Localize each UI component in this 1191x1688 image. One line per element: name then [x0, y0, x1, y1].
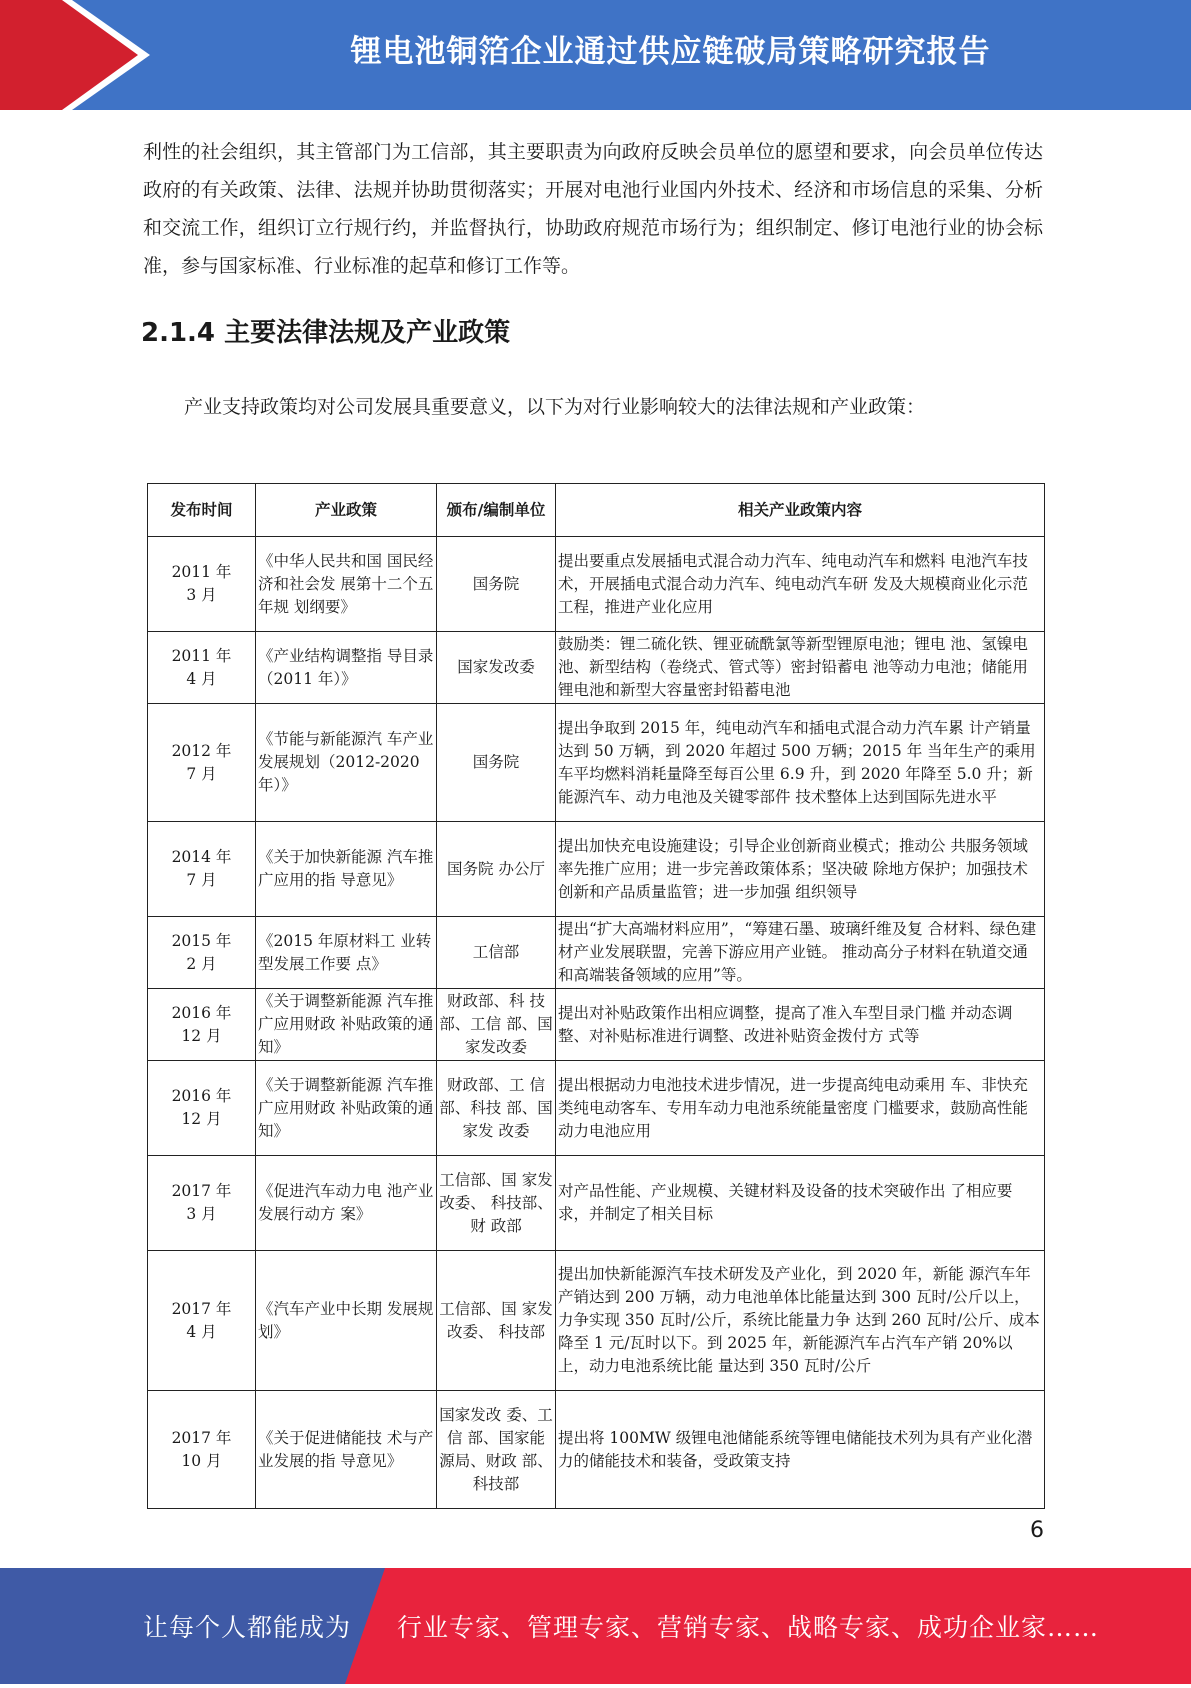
- time-year: 2012 年: [171, 741, 232, 760]
- time-year: 2017 年: [171, 1428, 232, 1447]
- time-year: 2017 年: [171, 1299, 232, 1318]
- time-cell: [148, 632, 256, 704]
- body-paragraph: 利性的社会组织，其主管部门为工信部，其主要职责为向政府反映会员单位的愿望和要求，向会员单位传达政府的有关政策、法律、法规并协助贯彻落实；开展对电池行业国内外技术、经济和市场信息的采集、分析和交流工作，组织订立行规行约，并监督执行，协助政府规范市场行为；组织制定、修订电池行业的协会标准，参与国家标准、行业标准的起草和修订工作等。: [143, 141, 1043, 277]
- column-header-content: 相关产业政策内容: [556, 484, 1045, 537]
- policy-name-cell: 《产业结构调整指 导目录（2011 年）》: [256, 632, 437, 704]
- issuer-cell: 财政部、工 信部、科技 部、国家发 改委: [437, 1061, 556, 1156]
- issuer-cell: 工信部: [437, 917, 556, 989]
- policy-name-cell: 《关于调整新能源 汽车推广应用财政 补贴政策的通知》: [256, 989, 437, 1061]
- table-row: [148, 632, 1045, 704]
- policy-name-cell: 《中华人民共和国 国民经济和社会发 展第十二个五年规 划纲要》: [256, 537, 437, 632]
- column-header-time: 发布时间: [148, 484, 256, 537]
- table-header-row: [148, 484, 1045, 537]
- time-month: 7 月: [186, 871, 217, 889]
- time-month: 12 月: [181, 1026, 222, 1045]
- time-cell: [148, 989, 256, 1061]
- time-month: 4 月: [186, 669, 217, 688]
- table-row: [148, 537, 1045, 632]
- time-year: 2011 年: [171, 646, 232, 665]
- policy-name-cell: 《汽车产业中长期 发展规划》: [256, 1251, 437, 1391]
- policy-content-cell: 对产品性能、产业规模、关键材料及设备的技术突破作出 了相应要求，并制定了相关目标: [556, 1156, 1045, 1251]
- table-row: [148, 1156, 1045, 1251]
- issuer-cell: 国务院: [437, 537, 556, 632]
- policy-content-cell: 提出要重点发展插电式混合动力汽车、纯电动汽车和燃料 电池汽车技术，开展插电式混合动力汽车、纯电动汽车研 发及大规模商业化示范工程，推进产业化应用: [556, 537, 1045, 632]
- table-row: [148, 1061, 1045, 1156]
- time-month: 3 月: [186, 586, 217, 604]
- policy-name-cell: 《2015 年原材料工 业转型发展工作要 点》: [256, 917, 437, 989]
- policy-content-cell: 提出对补贴政策作出相应调整，提高了准入车型目录门槛 并动态调整、对补贴标准进行调整、改进补贴资金拨付方 式等: [556, 989, 1045, 1061]
- report-title: 锂电池铜箔企业通过供应链破局策略研究报告: [350, 34, 991, 70]
- table-row: [148, 1391, 1045, 1509]
- time-year: 2016 年: [171, 1003, 232, 1022]
- table-row: [148, 1251, 1045, 1391]
- policy-name-cell: 《关于促进储能技 术与产业发展的指 导意见》: [256, 1391, 437, 1509]
- page-header: [0, 0, 1191, 110]
- policy-content-cell: 提出争取到 2015 年，纯电动汽车和插电式混合动力汽车累 计产销量达到 50 万辆，到 2020 年超过 500 万辆；2015 年 当年生产的乘用车平均燃料消耗量降至每百公里 6.9 升，到 2020 年降至 5.0 升；新能源汽车、动力电池及关键零部件 技术整体上达到国际先进水平: [556, 704, 1045, 822]
- issuer-cell: 国家发改委: [437, 632, 556, 704]
- page-number: 6: [1030, 1518, 1044, 1543]
- time-month: 2 月: [186, 954, 217, 973]
- time-cell: [148, 1251, 256, 1391]
- policy-content-cell: 提出加快充电设施建设；引导企业创新商业模式；推动公 共服务领域率先推广应用；进一步完善政策体系；坚决破 除地方保护；加强技术创新和产品质量监管；进一步加强 组织领导: [556, 822, 1045, 917]
- page-footer: [0, 1568, 1191, 1684]
- time-year: 2011 年: [171, 563, 232, 581]
- time-cell: [148, 1391, 256, 1509]
- time-cell: [148, 822, 256, 917]
- policy-content-cell: 提出加快新能源汽车技术研发及产业化，到 2020 年，新能 源汽车年产销达到 200 万辆，动力电池单体比能量达到 300 瓦时/公斤以上，力争实现 350 瓦时/公斤，系统比能量力争 达到 260 瓦时/公斤、成本降至 1 元/瓦时以下。到 2025 年，新能源汽车占汽车产销 20%以上，动力电池系统比能 量达到 350 瓦时/公斤: [556, 1251, 1045, 1391]
- time-month: 3 月: [186, 1205, 217, 1223]
- time-month: 4 月: [186, 1322, 217, 1341]
- issuer-cell: 工信部、国 家发改委、 科技部: [437, 1251, 556, 1391]
- footer-slogan-right: 行业专家、管理专家、营销专家、战略专家、成功企业家……: [397, 1613, 1100, 1642]
- policy-name-cell: 《促进汽车动力电 池产业发展行动方 案》: [256, 1156, 437, 1251]
- column-header-policy: 产业政策: [256, 484, 437, 537]
- header-arrow-decoration: [0, 0, 160, 110]
- time-month: 10 月: [181, 1451, 222, 1470]
- issuer-cell: 财政部、科 技部、工信 部、国家发改委: [437, 989, 556, 1061]
- time-cell: [148, 704, 256, 822]
- policy-table: [147, 483, 1045, 1509]
- issuer-cell: 国务院: [437, 704, 556, 822]
- policy-name-cell: 《关于加快新能源 汽车推广应用的指 导意见》: [256, 822, 437, 917]
- time-cell: [148, 1156, 256, 1251]
- time-year: 2015 年: [171, 931, 232, 950]
- time-cell: [148, 917, 256, 989]
- policy-content-cell: 提出“扩大高端材料应用”，“筹建石墨、玻璃纤维及复 合材料、绿色建材产业发展联盟，完善下游应用产业链。 推动高分子材料在轨道交通和高端装备领域的应用”等。: [556, 917, 1045, 989]
- section-heading: 2.1.4 主要法律法规及产业政策: [141, 318, 511, 348]
- table-row: [148, 704, 1045, 822]
- time-cell: [148, 537, 256, 632]
- time-year: 2014 年: [171, 848, 232, 866]
- time-year: 2017 年: [171, 1182, 232, 1200]
- policy-content-cell: 提出根据动力电池技术进步情况，进一步提高纯电动乘用 车、非快充类纯电动客车、专用车动力电池系统能量密度 门槛要求，鼓励高性能动力电池应用: [556, 1061, 1045, 1156]
- footer-slogan-left: 让每个人都能成为: [143, 1613, 352, 1642]
- table-row: [148, 822, 1045, 917]
- issuer-cell: 国务院 办公厅: [437, 822, 556, 917]
- issuer-cell: 国家发改 委、工信 部、国家能 源局、财政 部、科技部: [437, 1391, 556, 1509]
- policy-content-cell: 鼓励类：锂二硫化铁、锂亚硫酰氯等新型锂原电池；锂电 池、氢镍电池、新型结构（卷绕式、管式等）密封铅蓄电 池等动力电池；储能用锂电池和新型大容量密封铅蓄电池: [556, 632, 1045, 704]
- table-row: [148, 989, 1045, 1061]
- time-cell: [148, 1061, 256, 1156]
- section-intro: 产业支持政策均对公司发展具重要意义，以下为对行业影响较大的法律法规和产业政策：: [184, 396, 926, 418]
- policy-name-cell: 《关于调整新能源 汽车推广应用财政 补贴政策的通知》: [256, 1061, 437, 1156]
- policy-name-cell: 《节能与新能源汽 车产业发展规划（2012-2020 年）》: [256, 704, 437, 822]
- time-month: 7 月: [186, 764, 217, 783]
- column-header-unit: 颁布/编制单位: [437, 484, 556, 537]
- table-row: [148, 917, 1045, 989]
- time-year: 2016 年: [171, 1087, 232, 1105]
- policy-content-cell: 提出将 100MW 级锂电池储能系统等锂电储能技术列为具有产业化潜力的储能技术和装备，受政策支持: [556, 1391, 1045, 1509]
- issuer-cell: 工信部、国 家发改委、 科技部、财 政部: [437, 1156, 556, 1251]
- time-month: 12 月: [181, 1110, 222, 1128]
